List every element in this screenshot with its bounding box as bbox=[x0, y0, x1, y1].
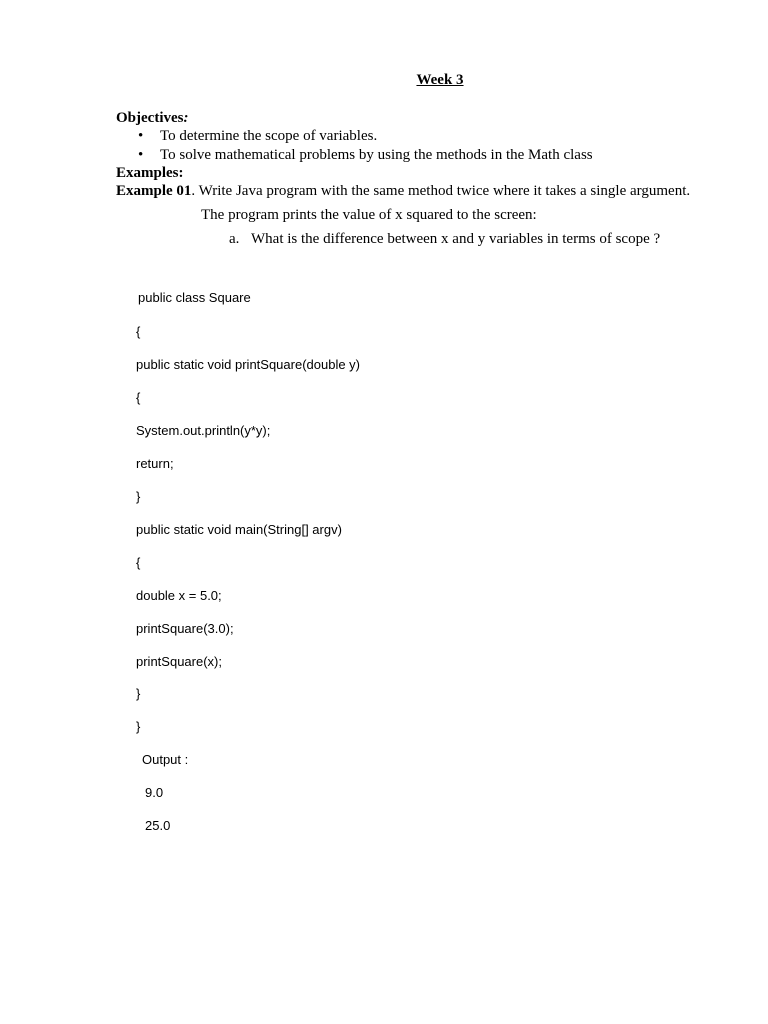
question-a-marker: a. bbox=[229, 231, 240, 247]
output-value: 25.0 bbox=[145, 818, 171, 833]
objectives-heading-text: Objectives bbox=[116, 110, 184, 126]
code-line: } bbox=[136, 686, 141, 701]
code-line: return; bbox=[136, 456, 174, 471]
objective-item-1-text: To determine the scope of variables. bbox=[160, 128, 378, 144]
code-line: System.out.println(y*y); bbox=[136, 423, 271, 438]
examples-heading: Examples: bbox=[116, 165, 184, 181]
code-line: { bbox=[136, 555, 141, 570]
code-line: printSquare(3.0); bbox=[136, 621, 234, 636]
question-a-text: What is the difference between x and y variables in terms of scope ? bbox=[251, 231, 661, 247]
code-line: { bbox=[136, 324, 141, 339]
output-label: Output : bbox=[142, 752, 189, 767]
objective-item-1 bbox=[138, 127, 377, 146]
code-line: public static void printSquare(double y) bbox=[136, 357, 361, 372]
example-01-line bbox=[116, 182, 690, 201]
question-a bbox=[229, 230, 660, 249]
bullet-icon: • bbox=[138, 147, 144, 163]
example-01-text: . Write Java program with the same method twice where it takes a single argument. bbox=[191, 183, 691, 199]
example-01-continuation: The program prints the value of x squared to the screen: bbox=[201, 207, 537, 223]
code-line: } bbox=[136, 719, 141, 734]
code-line: public static void main(String[] argv) bbox=[136, 522, 342, 537]
example-01-label: Example 01 bbox=[116, 183, 192, 199]
objectives-heading-colon: : bbox=[183, 110, 189, 126]
objective-item-2 bbox=[138, 146, 593, 165]
objectives-heading bbox=[116, 109, 188, 128]
objective-item-2-text: To solve mathematical problems by using the methods in the Math class bbox=[160, 147, 593, 163]
code-line: double x = 5.0; bbox=[136, 588, 222, 603]
code-line: { bbox=[136, 390, 141, 405]
output-value: 9.0 bbox=[145, 785, 164, 800]
bullet-icon: • bbox=[138, 128, 144, 144]
code-line: printSquare(x); bbox=[136, 654, 222, 669]
code-line: } bbox=[136, 489, 141, 504]
page-title: Week 3 bbox=[416, 72, 464, 88]
code-line: public class Square bbox=[138, 290, 251, 305]
